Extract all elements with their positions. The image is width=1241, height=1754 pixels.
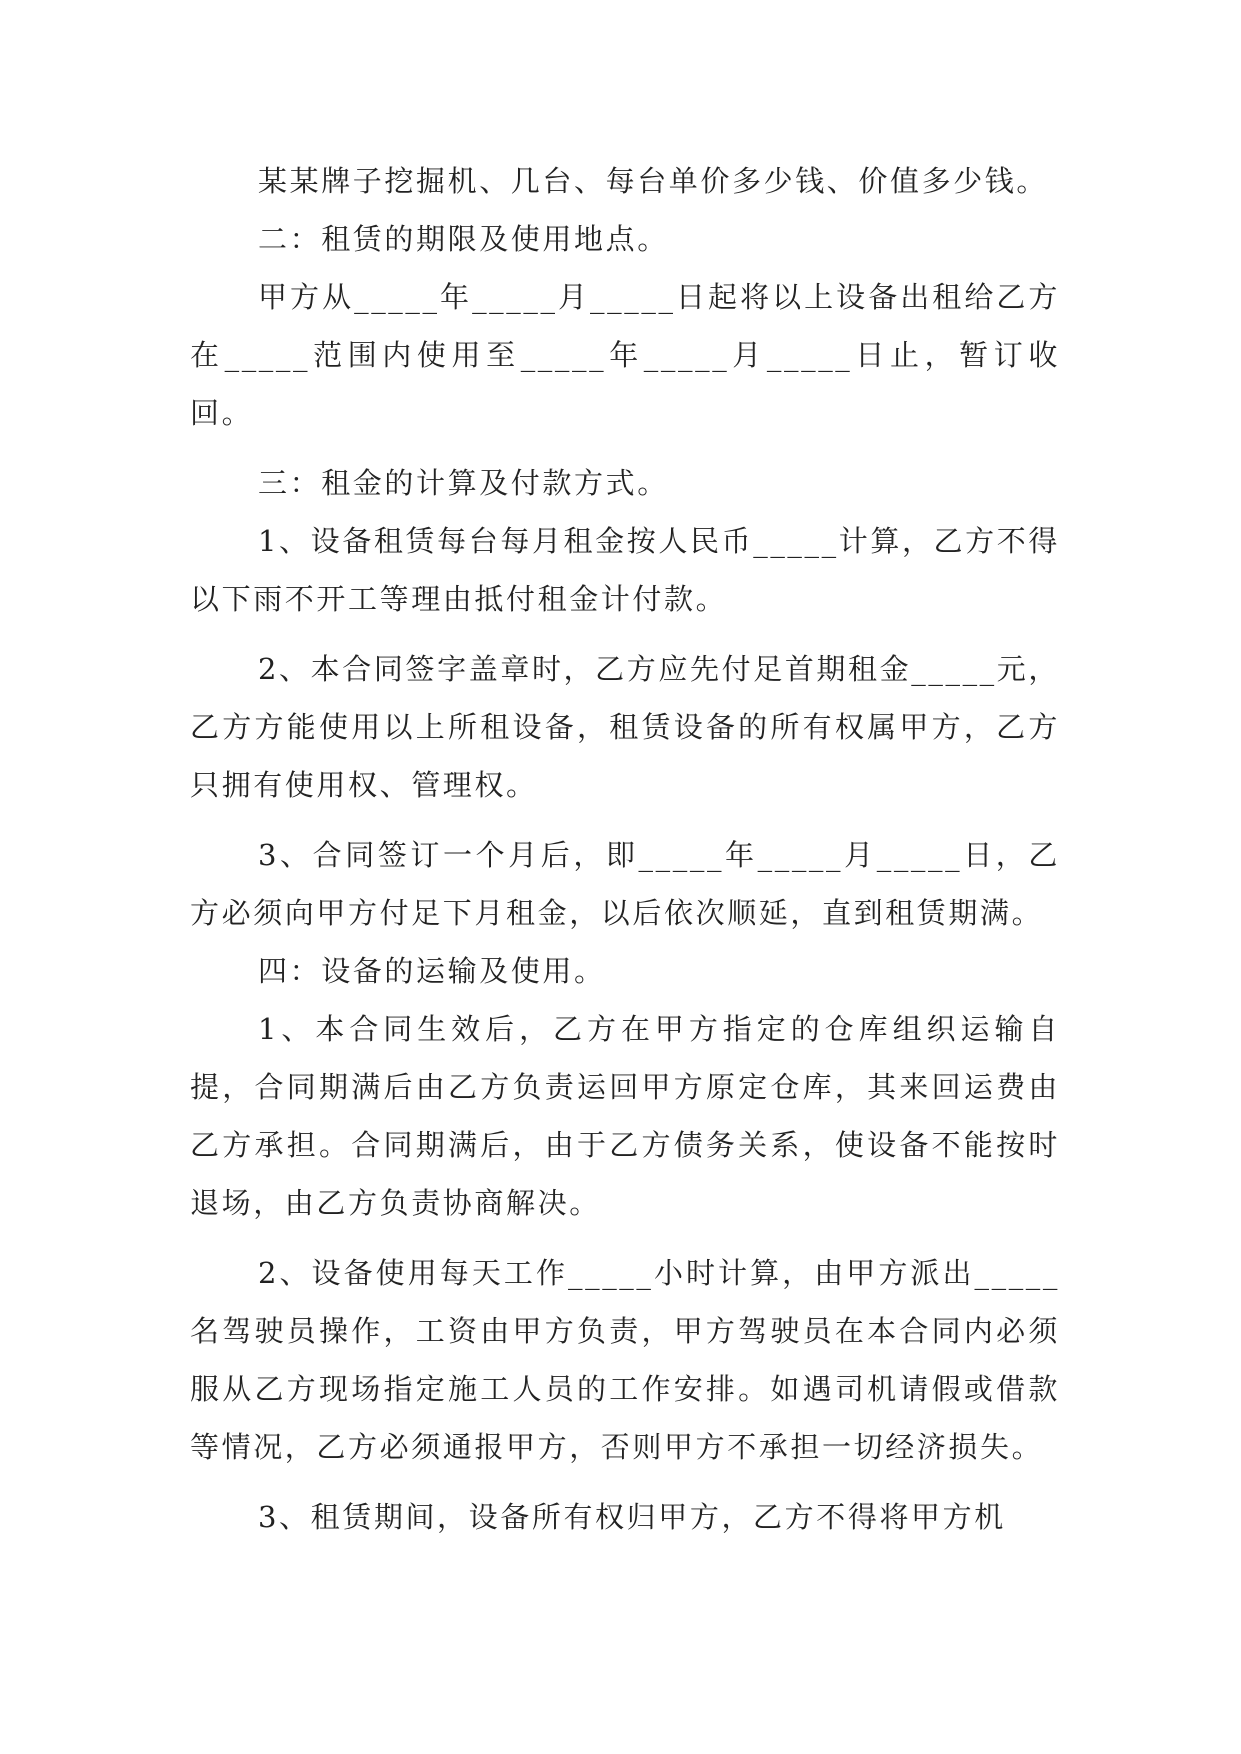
paragraph-equipment-description: 某某牌子挖掘机、几台、每台单价多少钱、价值多少钱。: [258, 164, 1049, 198]
section-heading-transport-use: 四：设备的运输及使用。: [258, 954, 606, 988]
section-heading-lease-term: 二：租赁的期限及使用地点。: [258, 222, 669, 256]
paragraph-monthly-payment: 3、合同签订一个月后，即_____年_____月_____日，乙方必须向甲方付足下月租金，以后依次顺延，直到租赁期满。: [190, 838, 1060, 930]
contract-body: [190, 152, 1060, 1546]
paragraph-lease-period: 甲方从_____年_____月_____日起将以上设备出租给乙方在_____范围内使用至_____年_____月_____日止，暂订收回。: [190, 280, 1060, 430]
paragraph-rent-rate: 1、设备租赁每台每月租金按人民币_____计算，乙方不得以下雨不开工等理由抵付租金计付款。: [190, 524, 1060, 616]
paragraph-transport: 1、本合同生效后，乙方在甲方指定的仓库组织运输自提，合同期满后由乙方负责运回甲方原定仓库，其来回运费由乙方承担。合同期满后，由于乙方债务关系，使设备不能按时退场，由乙方负责协商解决。: [190, 1012, 1060, 1220]
paragraph-first-payment: 2、本合同签字盖章时，乙方应先付足首期租金_____元，乙方方能使用以上所租设备，租赁设备的所有权属甲方，乙方只拥有使用权、管理权。: [190, 652, 1060, 802]
section-heading-rent-payment: 三：租金的计算及付款方式。: [258, 466, 669, 500]
paragraph-operation-hours: 2、设备使用每天工作_____小时计算，由甲方派出_____名驾驶员操作，工资由甲方负责，甲方驾驶员在本合同内必须服从乙方现场指定施工人员的工作安排。如遇司机请假或借款等情况，乙方必须通报甲方，否则甲方不承担一切经济损失。: [190, 1256, 1060, 1464]
paragraph-ownership: 3、租赁期间，设备所有权归甲方，乙方不得将甲方机: [258, 1500, 1006, 1534]
